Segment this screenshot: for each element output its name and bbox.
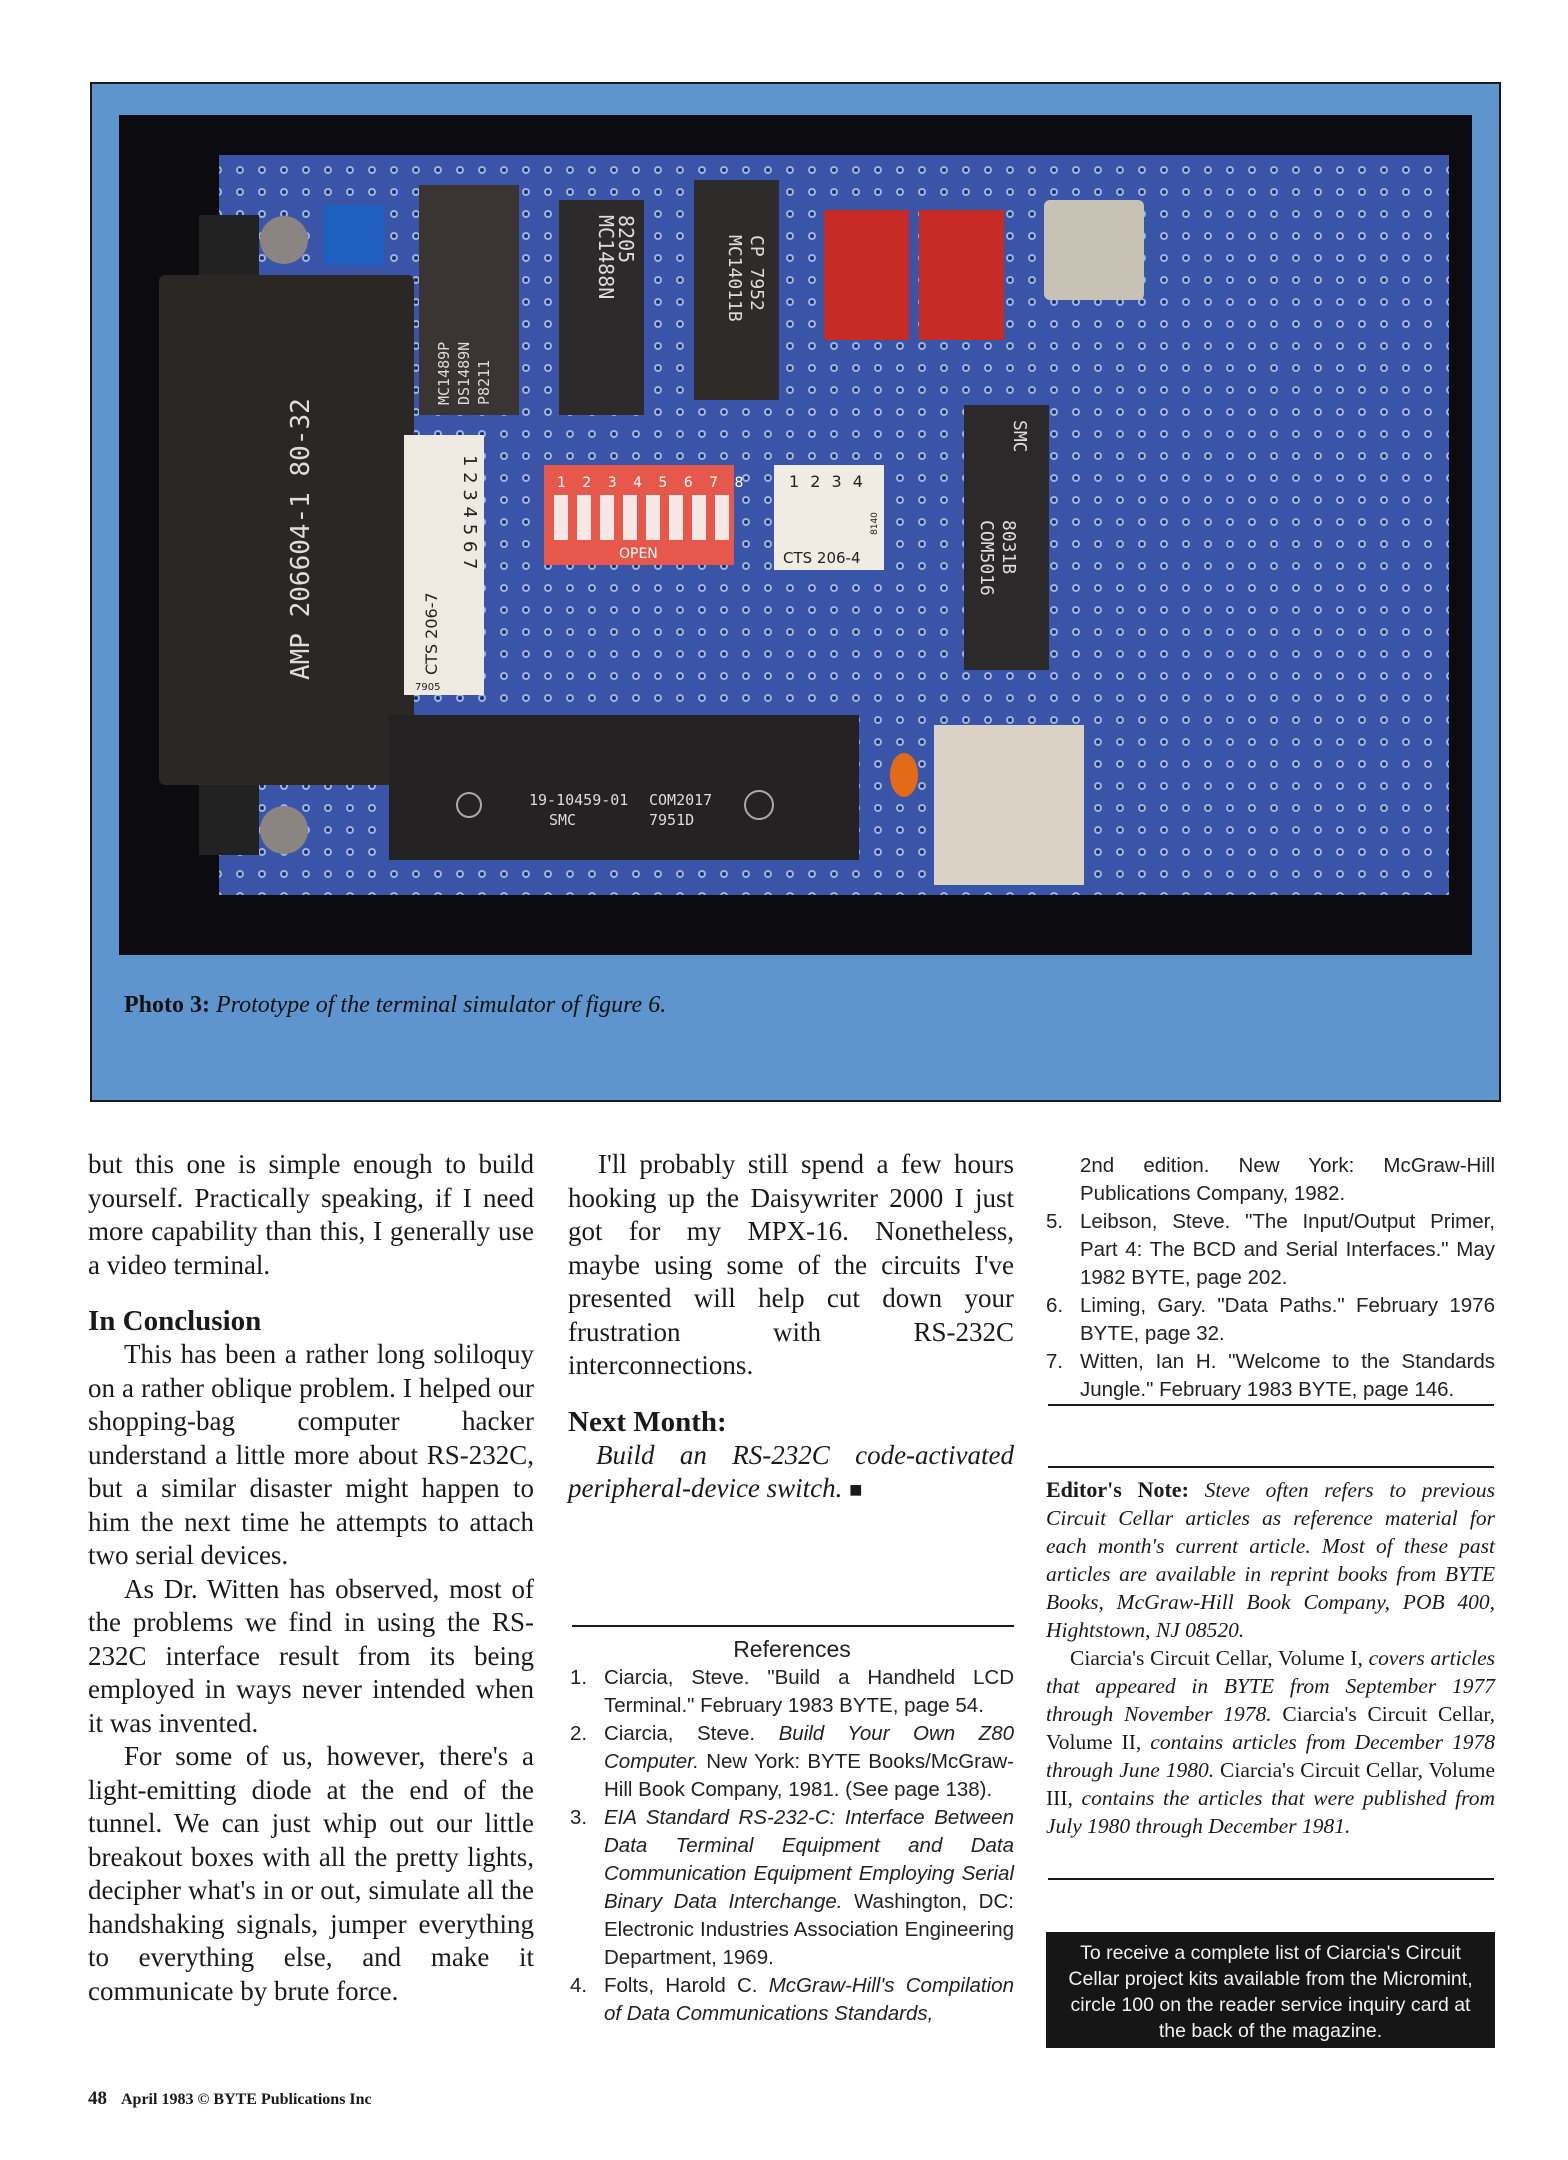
uart-line2: SMC — [549, 811, 577, 829]
dip-right-label: CTS 206-4 — [783, 549, 861, 567]
volume-1-name: Ciarcia's Circuit Cellar, Volume I, — [1070, 1646, 1363, 1670]
chip-mc14011-line1: MC14011B — [724, 235, 745, 322]
reference-text: New York: BYTE Books/McGraw-Hill Book Company, 1981. (See page 138). — [604, 1750, 1014, 1801]
reference-text: Ciarcia, Steve. — [604, 1722, 779, 1745]
references — [570, 1634, 1014, 2028]
section-heading: Next Month: — [568, 1405, 727, 1438]
volume-3-text: contains the articles that were published from July 1980 through December 1981. — [1046, 1786, 1496, 1838]
dip-center-open: OPEN — [619, 546, 658, 562]
page-footer — [88, 2088, 372, 2110]
reference-title: EIA Standard RS-232-C: Interface Between Data Terminal Equipment and Data Communication Equipment Employing Serial Binary Data Interchange. — [604, 1806, 1014, 1913]
volume-2-text: contains articles from December 1978 through June 1980. — [1046, 1730, 1495, 1782]
paragraph: As Dr. Witten has observed, most of the problems we find in using the RS-232C interface result from its being employed in ways never intended when it was invented. — [88, 1573, 534, 1738]
reference-text: Folts, Harold C. — [604, 1974, 769, 1997]
chip-com5016-line3: 8031B — [998, 520, 1019, 575]
reference-item — [1046, 1348, 1495, 1404]
chip-mc1489-line1: MC1489P — [435, 341, 453, 405]
reference-item — [570, 1664, 1014, 1720]
reference-number: 4. — [570, 1974, 588, 1997]
uart-line4: 7951D — [649, 811, 695, 829]
divider — [1048, 1878, 1494, 1880]
photo-frame — [90, 82, 1501, 1102]
reference-item — [570, 1972, 1014, 2028]
reference-number: 7. — [1046, 1350, 1064, 1373]
uart-line1: 19-10459-01 — [529, 791, 629, 809]
editors-note-paragraph — [1046, 1476, 1495, 1644]
reference-text: Witten, Ian H. "Welcome to the Standards Jungle." February 1983 BYTE, page 146. — [1080, 1350, 1495, 1401]
dip-center-numbers: 1 2 3 4 5 6 7 8 — [557, 475, 750, 491]
paragraph: I'll probably still spend a few hours hooking up the Daisywriter 2000 I just got for my MPX-16. Nonetheless, maybe using some of the circuits I've presented will help cut down your frustration with RS-232C interconnections. — [568, 1149, 1014, 1380]
reference-text: 2nd edition. New York: McGraw-Hill Publications Company, 1982. — [1080, 1154, 1495, 1205]
editors-note-text: Steve often refers to previous Circuit Cellar articles as reference material for each month's current article. Most of these past articles are available in reprint books from BYTE Books, McGraw-Hill Book Company, POB 400, Hightstown, NJ 08520. — [1046, 1478, 1496, 1642]
reference-text: Leibson, Steve. "The Input/Output Primer, Part 4: The BCD and Serial Interfaces." May 1982 BYTE, page 202. — [1080, 1210, 1495, 1289]
footer-text: April 1983 © BYTE Publications Inc — [121, 2091, 372, 2108]
dip-left-numbers: 1 2 3 4 5 6 7 — [459, 455, 480, 570]
editors-note-label: Editor's Note: — [1046, 1477, 1189, 1502]
red-component — [919, 210, 1004, 340]
paragraph: This has been a rather long soliloquy on a rather oblique problem. I helped our shopping-bag computer hacker understand a little more about RS-232C, but a similar disaster might happen to him the next time he attempts to attach two serial devices. — [88, 1339, 534, 1570]
reference-item — [570, 1804, 1014, 1972]
photo-caption — [124, 992, 666, 1019]
divider — [1048, 1466, 1494, 1468]
led-block — [934, 725, 1084, 885]
editors-note-volumes — [1046, 1644, 1495, 1840]
connector-marking: AMP 206604-1 80-32 — [286, 398, 316, 680]
references-continued-list — [1046, 1152, 1495, 1404]
column-1 — [88, 1148, 534, 2008]
uart-line3: COM2017 — [649, 791, 713, 809]
caption-text: Prototype of the terminal simulator of figure 6. — [216, 992, 667, 1018]
chip-mc1488-line2: 8205 — [614, 215, 638, 264]
reference-number: 1. — [570, 1666, 588, 1689]
divider — [572, 1625, 1014, 1627]
reference-item — [1046, 1152, 1495, 1208]
divider — [1048, 1404, 1494, 1406]
end-mark: ■ — [849, 1477, 863, 1502]
screw-icon — [260, 806, 308, 854]
chip-mc1489-line2: DS1489N — [455, 341, 473, 405]
reference-item — [1046, 1208, 1495, 1292]
circuit-board-photo — [119, 115, 1472, 955]
page-number: 48 — [88, 2088, 107, 2109]
reference-number: 3. — [570, 1806, 588, 1829]
next-month-text — [568, 1439, 1014, 1507]
volume-2-name: Ciarcia's Circuit Cellar, Volume II, — [1046, 1702, 1496, 1754]
references-continued — [1046, 1152, 1495, 1404]
references-list — [570, 1664, 1014, 2028]
reference-text: Ciarcia, Steve. "Build a Handheld LCD Terminal." February 1983 BYTE, page 54. — [604, 1666, 1014, 1717]
paragraph: but this one is simple enough to build yourself. Practically speaking, if I need more capability than this, I generally use a video terminal. — [88, 1149, 534, 1280]
crystal-oscillator — [1044, 200, 1144, 300]
section-heading: In Conclusion — [88, 1305, 262, 1337]
reference-text: Washington, DC: Electronic Industries Association Engineering Department, 1969. — [604, 1890, 1014, 1969]
dip-left-code: 7905 — [415, 682, 441, 693]
column-2 — [568, 1148, 1014, 1507]
promo-box: To receive a complete list of Ciarcia's Circuit Cellar project kits available from the Micromint, circle 100 on the reader service inquiry card at the back of the magazine. — [1046, 1932, 1495, 2048]
chip-mc1489-line3: P8211 — [475, 359, 493, 405]
chip-com5016-line1: SMC — [1009, 420, 1030, 453]
reference-title: Build Your Own Z80 Computer. — [604, 1722, 1015, 1773]
editors-note — [1046, 1476, 1495, 1840]
reference-number: 6. — [1046, 1294, 1064, 1317]
chip-com5016-line2: COM5016 — [976, 520, 997, 596]
reference-title: McGraw-Hill's Compilation of Data Communications Standards, — [604, 1974, 1014, 2025]
circuit-board-illustration — [119, 115, 1472, 955]
references-title: References — [733, 1636, 851, 1662]
chip-mc14011-line2: CP 7952 — [746, 235, 767, 311]
reference-item — [1046, 1292, 1495, 1348]
reference-number: 5. — [1046, 1210, 1064, 1233]
screw-icon — [260, 216, 308, 264]
chip-mc1488-line1: MC1488N — [594, 215, 618, 300]
caption-label: Photo 3: — [124, 992, 210, 1018]
reference-text: Liming, Gary. "Data Paths." February 1976 BYTE, page 32. — [1080, 1294, 1495, 1345]
paragraph: For some of us, however, there's a light-emitting diode at the end of the tunnel. We can just whip out our little breakout boxes with all the pretty lights, decipher what's in or out, simulate all the handshaking signals, jumper everything to everything else, and make it communicate by brute force. — [88, 1741, 534, 2006]
volume-3-name: Ciarcia's Circuit Cellar, Volume III, — [1046, 1758, 1496, 1810]
trimmer-pot — [324, 205, 384, 265]
dip-right-numbers: 1 2 3 4 — [789, 472, 866, 491]
red-component — [824, 210, 909, 340]
dip-right-code: 8140 — [870, 512, 880, 535]
volume-1-text: covers articles that appeared in BYTE from September 1977 through November 1978. — [1046, 1646, 1496, 1726]
next-month-desc: Build an RS-232C code-activated peripheral-device switch. — [568, 1439, 1014, 1503]
dip-left-label: CTS 206-7 — [422, 592, 441, 675]
reference-number: 2. — [570, 1722, 588, 1745]
reference-item — [570, 1720, 1014, 1804]
capacitor — [890, 753, 918, 797]
chip-com2017 — [389, 715, 859, 860]
